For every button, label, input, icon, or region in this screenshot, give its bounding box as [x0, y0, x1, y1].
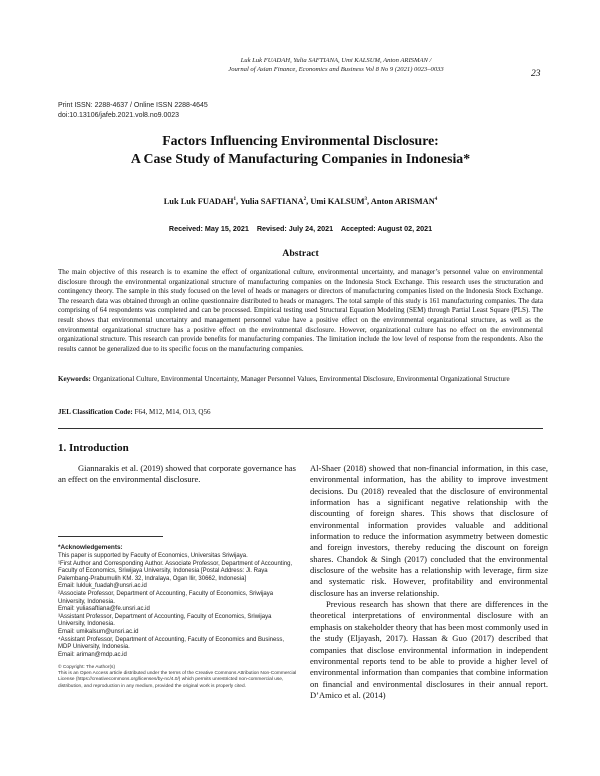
intro-heading: 1. Introduction: [58, 442, 129, 454]
keywords-label: Keywords:: [58, 375, 91, 383]
abstract-text: The main objective of this research is to examine the effect of organizational culture, environmental uncertainty, and manager’s personnel value on environmental disclosure through the environmental organizational structure of manufacturing companies on the Indonesia Stock Exchange. This research uses the structuration and contingency theory. The sample in this study focused on the level of heads or managers or directors of manufacturing companies listed on the Indonesia Stock Exchange. The research data was obtained through an online questionnaire distributed to heads or managers. The total sample of this study is 161 manufacturing companies. The data comprising of 64 respondents was completed and can be processed. Empirical testing used Structural Equation Modeling (SEM) through Partial Least Square (PLS). The result shows that environmental uncertainty and management personnel value have a positive effect on the environmental organizational structure, as well as the environmental organizational structure has a positive effect on the environmental disclosure. However, organizational culture has no effect on the environmental organizational structure. This research can provide benefits for manufacturing companies. The limitation include the low level of response from the respondents. Also the results cannot be generalized due to its specific focus on the manufacturing companies.: [58, 268, 543, 353]
author-affiliation-mark: 2: [303, 197, 307, 203]
author-name: Anton ARISMAN: [370, 197, 435, 206]
author-name: Umi KALSUM: [310, 197, 365, 206]
author-list: [58, 197, 543, 206]
footnote-3: ³Assistant Professor, Department of Accounting, Faculty of Economics, Sriwijaya University, Indonesia.: [58, 613, 272, 628]
footnote-4: ⁴Assistant Professor, Department of Accounting, Faculty of Economics and Business, MDP University, Indonesia.: [58, 636, 285, 651]
footnotes: [58, 553, 298, 659]
license-text: This is an Open Access article distributed under the terms of the Creative Commons Attribution Non-Commercial License (https://creativecommons.org/licenses/by-nc/4.0/) which permits unrestricted non-commercial use, distribution, and reproduction in any medium, provided the original work is properly cited.: [58, 671, 297, 689]
running-header: [156, 56, 516, 74]
title-line-1: Factors Influencing Environmental Disclosure:: [162, 133, 439, 148]
jel-label: JEL Classification Code:: [58, 408, 133, 416]
page-number: 23: [531, 69, 541, 79]
footnote-divider: [58, 536, 163, 537]
footnote-2-email: Email: yuliasaftiana@fe.unsri.ac.id: [58, 606, 150, 613]
author-affiliation-mark: 3: [364, 197, 368, 203]
author-name: Yulia SAFTIANA: [239, 197, 304, 206]
body-paragraph: Al-Shaer (2018) showed that non-financial information, in this case, environmental information, has the ability to improve investment decisions. Du (2018) revealed that the disclosure of environmental information has a significant negative relationship with the discounting of foreign shares. This shows that disclosure of environmental information provides valuable and additional information to reduce the information asymmetry between domestic and foreign investors, thereby reducing the discount on foreign shares. Chandok & Singh (2017) concluded that the environmental disclosure of the website has a relationship with leverage, firm size and systematic risk. However, profitability and environmental disclosure has an inverse relationship.: [310, 463, 548, 598]
author-separator: ,: [236, 197, 240, 206]
copyright-notice: [58, 665, 298, 690]
author-name: Luk Luk FUADAH: [163, 197, 234, 206]
running-header-authors: Luk Luk FUADAH, Yulia SAFTIANA, Umi KALSUM, Anton ARISMAN /: [240, 57, 432, 64]
jel-codes: [58, 408, 543, 416]
footnote-3-email: Email: umikalsum@unsri.ac.id: [58, 628, 139, 635]
running-header-journal: Journal of Asian Finance, Economics and Business Vol 8 No 9 (2021) 0023–0033: [228, 66, 444, 73]
title-line-2: A Case Study of Manufacturing Companies in Indonesia*: [130, 151, 471, 166]
author-separator: ,: [367, 197, 371, 206]
issn: Print ISSN: 2288-4637 / Online ISSN 2288-4645: [58, 102, 208, 109]
body-paragraph: Previous research has shown that there are differences in the theoretical interpretations of environmental disclosure with an emphasis on stakeholder theory that has been most commonly used in the study (Eljayash, 2017). Hassan & Guo (2017) described that companies that disclose environmental information in independent environmental reports tend to be able to provide a higher level of environmental information than companies that combine information on financial and environmental disclosures in their annual report. D’Amico et al. (2014): [310, 599, 548, 700]
doi: doi:10.13106/jafeb.2021.vol8.no9.0023: [58, 111, 180, 119]
footnote-1: ¹First Author and Corresponding Author. Associate Professor, Department of Accounting, Faculty of Economics, Sriwijaya University, Indonesia [Postal Address: Jl. Raya Palembang-Prabumulih KM. 32, Indralaya, Ogan Ilir, 30662, Indonesia]: [58, 560, 293, 582]
keywords: [58, 375, 543, 385]
footnote-ack: This paper is supported by Faculty of Economics, Universitas Sriwijaya.: [58, 553, 248, 559]
paper-title: [58, 132, 543, 168]
abstract-heading: Abstract: [282, 248, 319, 259]
section-divider: [58, 428, 543, 429]
jel-text: F64, M12, M14, O13, Q56: [132, 408, 211, 416]
received-dates: Received: May 15, 2021 Revised: July 24, 2021 Accepted: August 02, 2021: [168, 224, 433, 233]
footnote-2: ²Associate Professor, Department of Accounting, Faculty of Economics, Sriwijaya University, Indonesia.: [58, 590, 274, 605]
author-affiliation-mark: 4: [434, 197, 438, 203]
copyright-line: © Copyright: The Author(s): [58, 665, 116, 670]
acknowledgements-heading: *Acknowledgements:: [58, 544, 123, 551]
author-separator: ,: [306, 197, 311, 206]
keywords-text: Organizational Culture, Environmental Uncertainty, Manager Personnel Values, Environmental Disclosure, Environmental Organizational Structure: [90, 375, 510, 383]
author-affiliation-mark: 1: [233, 197, 237, 203]
footnote-1-email: Email: lukluk_fuadah@unsri.ac.id: [58, 583, 147, 590]
issn-block: [58, 101, 208, 120]
intro-paragraph: Giannarakis et al. (2019) showed that corporate governance has an effect on the environmental disclosure.: [58, 463, 296, 485]
footnote-4-email: Email: ariman@mdp.ac.id: [58, 651, 127, 658]
right-column: [310, 463, 548, 701]
